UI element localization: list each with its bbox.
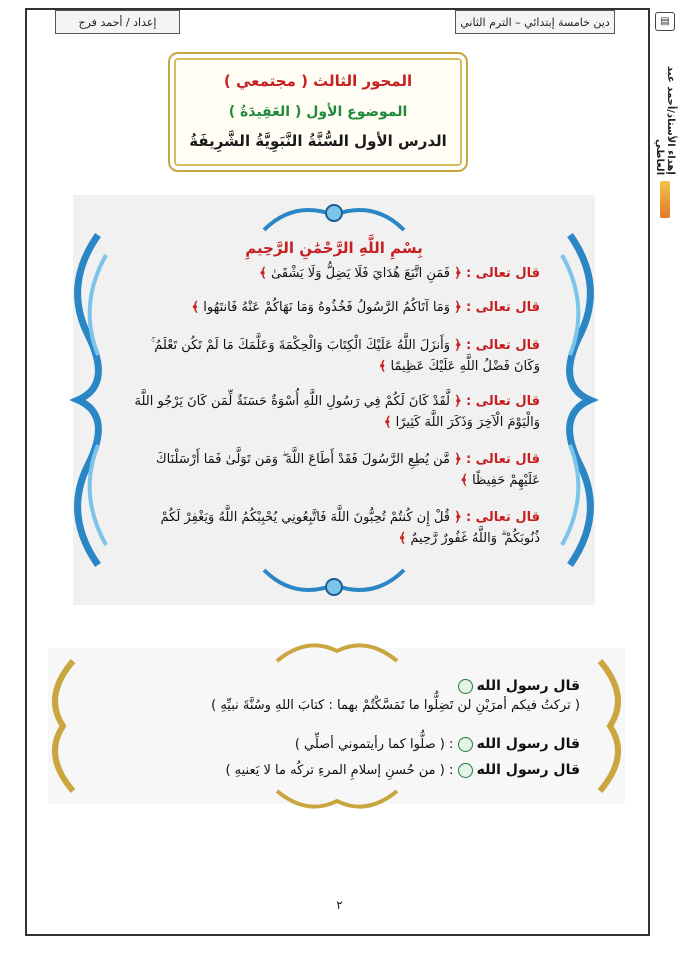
bracket-close: ﴾ — [191, 300, 200, 315]
bracket-open: ﴿ — [454, 300, 462, 315]
hadith-background — [48, 648, 625, 804]
pencil-icon — [660, 181, 670, 218]
gold-ornament-right — [585, 656, 635, 796]
hadith-text: ( صلُّوا كما رأيتموني أصلِّي ) — [294, 737, 445, 752]
hadith-label: قال رسول الله — [476, 762, 580, 778]
verse-label: قال تعالى : — [465, 452, 540, 467]
saw-icon — [458, 679, 473, 694]
saw-icon — [458, 763, 473, 778]
hadith-frame — [38, 636, 635, 816]
verse-label: قال تعالى : — [465, 266, 540, 281]
verse-label: قال تعالى : — [465, 338, 540, 353]
page-number: ٢ — [336, 898, 343, 912]
title-frame — [168, 52, 468, 172]
bracket-open: ﴿ — [454, 452, 462, 467]
verse-6 — [130, 507, 540, 549]
hadith-label: قال رسول الله — [476, 678, 580, 694]
verse-text: وَمَا آتَاكُمُ الرَّسُولُ فَخُذُوهُ وَمَا نَهَاكُمْ عَنْهُ فَانتَهُوا — [203, 300, 451, 315]
bracket-close: ﴾ — [383, 415, 392, 430]
side-strip — [654, 8, 676, 218]
book-icon: ▤ — [655, 12, 675, 31]
ornament-top — [254, 195, 414, 235]
header-author: إعداد / أحمد فرج — [55, 10, 180, 34]
hadith-2: قال رسول الله : ( صلُّوا كما رأيتموني أصلِّي ) — [294, 736, 580, 752]
verse-1 — [130, 263, 540, 284]
gold-ornament-top — [272, 636, 402, 666]
quran-frame — [58, 195, 610, 605]
hadith-3: قال رسول الله : ( من حُسنِ إسلامِ المرءِ تركُه ما لا يَعنيهِ ) — [225, 762, 580, 778]
lesson-title: الدرس الأول السُّنَّةُ النَّبَوِيَّةُ الشَّرِيفَةُ — [189, 132, 447, 150]
bracket-open: ﴿ — [454, 510, 462, 525]
unit-title: المحور الثالث ( مجتمعي ) — [223, 72, 413, 90]
header-bar — [55, 10, 615, 36]
verse-label: قال تعالى : — [465, 510, 540, 525]
verse-label: قال تعالى : — [465, 394, 540, 409]
verse-text: قُلْ إِن كُنتُمْ تُحِبُّونَ اللَّهَ فَاتَّبِعُونِي يُحْبِبْكُمُ اللَّهُ وَيَغْفِرْ لَكُمْ ذُنُوبَكُمْ ۗ وَاللَّهُ غَفُورٌ رَّحِيمٌ — [160, 510, 540, 546]
bracket-close: ﴾ — [378, 359, 387, 374]
bracket-open: ﴿ — [454, 266, 462, 281]
ornament-left — [58, 225, 116, 575]
gold-ornament-left — [38, 656, 88, 796]
hadith-1-text: ( تركتُ فيكم أمرَيْنِ لن تَضِلُّوا ما تَمَسَّكْتُمْ بهما : كتابَ اللهِ وسُنَّةَ نبيِّهِ ) — [211, 698, 580, 713]
hadith-text: ( من حُسنِ إسلامِ المرءِ تركُه ما لا يَعنيهِ ) — [225, 763, 445, 778]
gold-ornament-bottom — [272, 786, 402, 816]
bracket-close: ﴾ — [259, 266, 267, 281]
bracket-close: ﴾ — [460, 473, 468, 488]
verse-text: مَّن يُطِعِ الرَّسُولَ فَقَدْ أَطَاعَ اللَّهَ ۖ وَمَن تَوَلَّىٰ فَمَا أَرْسَلْنَاكَ عَلَيْهِمْ حَفِيظًا — [155, 452, 540, 488]
hadith-label: قال رسول الله — [476, 736, 580, 752]
basmala: بِسْمِ اللَّهِ الرَّحْمَٰنِ الرَّحِيمِ — [245, 239, 423, 257]
verse-2 — [130, 297, 540, 318]
verse-5 — [130, 449, 540, 491]
verse-text: فَمَنِ اتَّبَعَ هُدَايَ فَلَا يَضِلُّ وَلَا يَشْقَىٰ — [271, 266, 451, 281]
verse-text: لَّقَدْ كَانَ لَكُمْ فِي رَسُولِ اللَّهِ أُسْوَةٌ حَسَنَةٌ لِّمَن كَانَ يَرْجُو اللَّهَ وَالْيَوْمَ الْآخِرَ وَذَكَرَ اللَّهَ كَثِيرًا — [134, 394, 540, 430]
ornament-bottom — [254, 565, 414, 605]
bracket-open: ﴿ — [454, 338, 462, 353]
saw-icon — [458, 737, 473, 752]
bracket-close: ﴾ — [398, 531, 407, 546]
topic-title: الموضوع الأول ( العَقِيدَةُ ) — [228, 104, 408, 120]
header-title: دين خامسة إبتدائي – الترم الثاني — [455, 10, 615, 34]
verse-3 — [130, 335, 540, 377]
verse-label: قال تعالى : — [465, 300, 540, 315]
verse-text: وَأَنزَلَ اللَّهُ عَلَيْكَ الْكِتَابَ وَالْحِكْمَةَ وَعَلَّمَكَ مَا لَمْ تَكُن تَعْلَمُ ۚ وَكَانَ فَضْلُ اللَّهِ عَلَيْكَ عَظِيمًا — [151, 338, 540, 374]
verse-4 — [130, 391, 540, 433]
side-dedication: إهداء الأستاذ/أحمد عبد العاطي — [654, 66, 676, 175]
ornament-right — [552, 225, 610, 575]
bracket-open: ﴿ — [454, 394, 462, 409]
hadith-1-label-line — [93, 678, 580, 694]
